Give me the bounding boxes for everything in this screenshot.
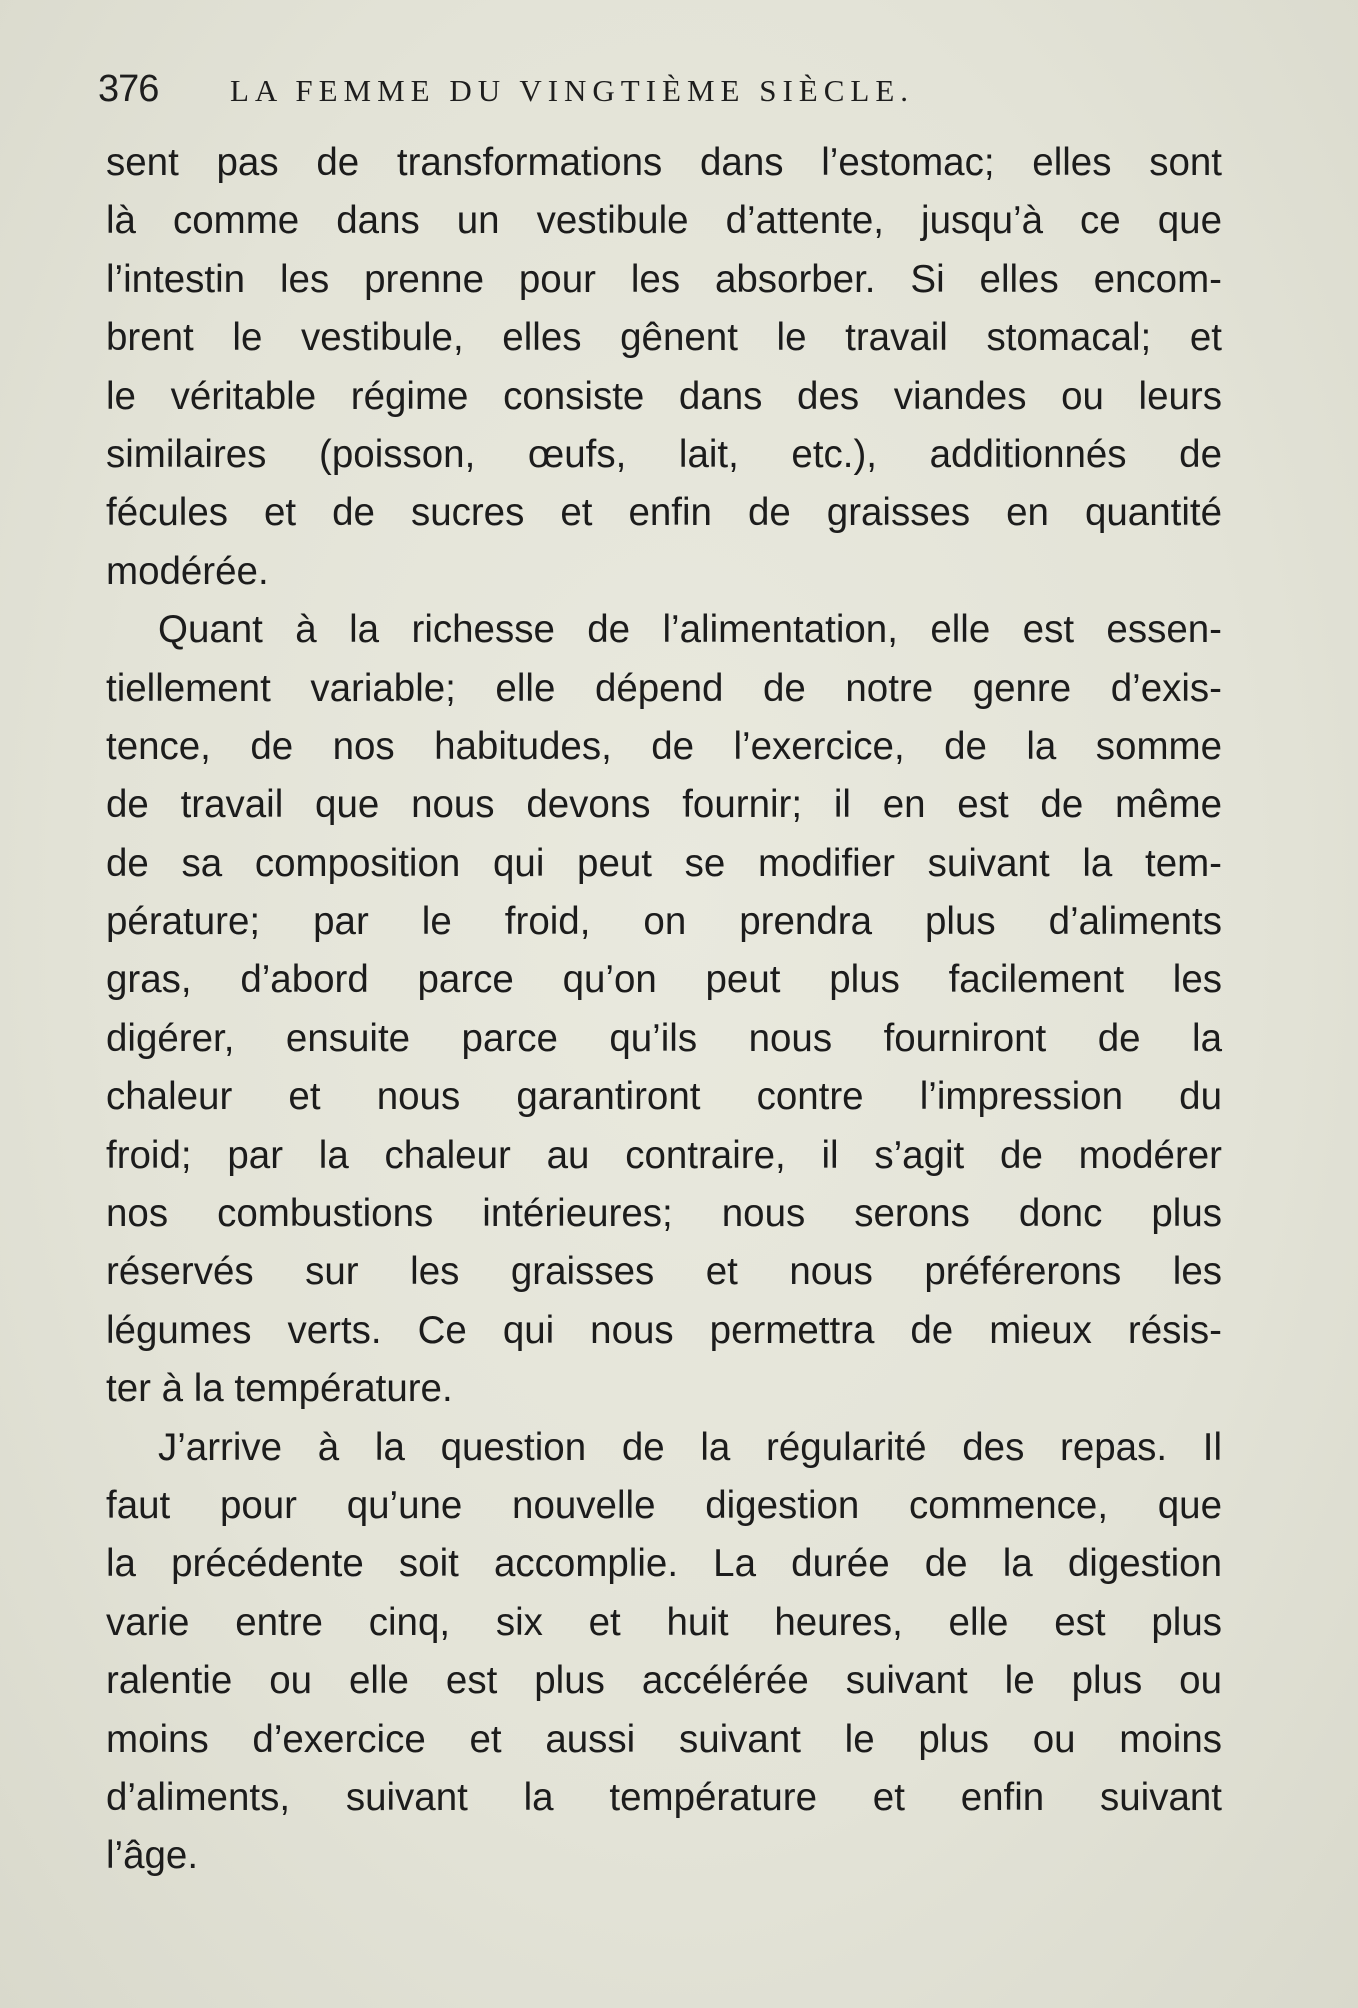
text-line: modérée. [106,549,269,593]
text-line: le véritable régime consiste dans des viandes ou leurs [106,374,1222,418]
text-line: fécules et de sucres et enfin de graisses en quantité [106,491,1222,535]
text-line: varie entre cinq, six et huit heures, elle est plus [106,1600,1222,1644]
text-line: moins d’exercice et aussi suivant le plus ou moins [106,1717,1222,1761]
text-line: l’âge. [106,1834,199,1878]
body-text [106,134,1222,1886]
text-line: gras, d’abord parce qu’on peut plus facilement les [106,958,1222,1002]
text-line: l’intestin les prenne pour les absorber. Si elles encom- [106,257,1222,301]
text-line: la précédente soit accomplie. La durée de la digestion [106,1542,1222,1586]
text-line: froid; par la chaleur au contraire, il s’agit de modérer [106,1133,1222,1177]
text-line: réservés sur les graisses et nous préférerons les [106,1250,1222,1294]
text-line: Quant à la richesse de l’alimentation, elle est essen- [158,608,1222,652]
text-line: tence, de nos habitudes, de l’exercice, de la somme [106,724,1222,768]
text-line: ralentie ou elle est plus accélérée suivant le plus ou [106,1659,1222,1703]
text-line: tiellement variable; elle dépend de notre genre d’exis- [106,666,1222,710]
text-line: d’aliments, suivant la température et enfin suivant [106,1775,1222,1819]
text-line: nos combustions intérieures; nous serons donc plus [106,1192,1222,1236]
paragraph [106,1419,1222,1886]
text-line: pérature; par le froid, on prendra plus d’aliments [106,900,1222,944]
running-title: LA FEMME DU VINGTIÈME SIÈCLE. [230,73,915,108]
paragraph [106,134,1222,601]
page-header [98,68,1228,118]
text-line: de travail que nous devons fournir; il en est de même [106,783,1222,827]
text-line: ter à la température. [106,1367,453,1411]
text-line: faut pour qu’une nouvelle digestion commence, que [106,1483,1222,1527]
text-line: digérer, ensuite parce qu’ils nous fourniront de la [106,1016,1222,1060]
text-line: légumes verts. Ce qui nous permettra de mieux résis- [106,1308,1222,1352]
text-line: similaires (poisson, œufs, lait, etc.), additionnés de [106,432,1222,476]
text-line: de sa composition qui peut se modifier suivant la tem- [106,841,1222,885]
text-line: chaleur et nous garantiront contre l’impression du [106,1075,1222,1119]
text-line: brent le vestibule, elles gênent le travail stomacal; et [106,316,1222,360]
text-line: J’arrive à la question de la régularité des repas. Il [158,1425,1222,1469]
text-line: là comme dans un vestibule d’attente, jusqu’à ce que [106,199,1222,243]
paragraph [106,601,1222,1418]
page-number: 376 [98,68,159,110]
text-line: sent pas de transformations dans l’estomac; elles sont [106,141,1222,184]
